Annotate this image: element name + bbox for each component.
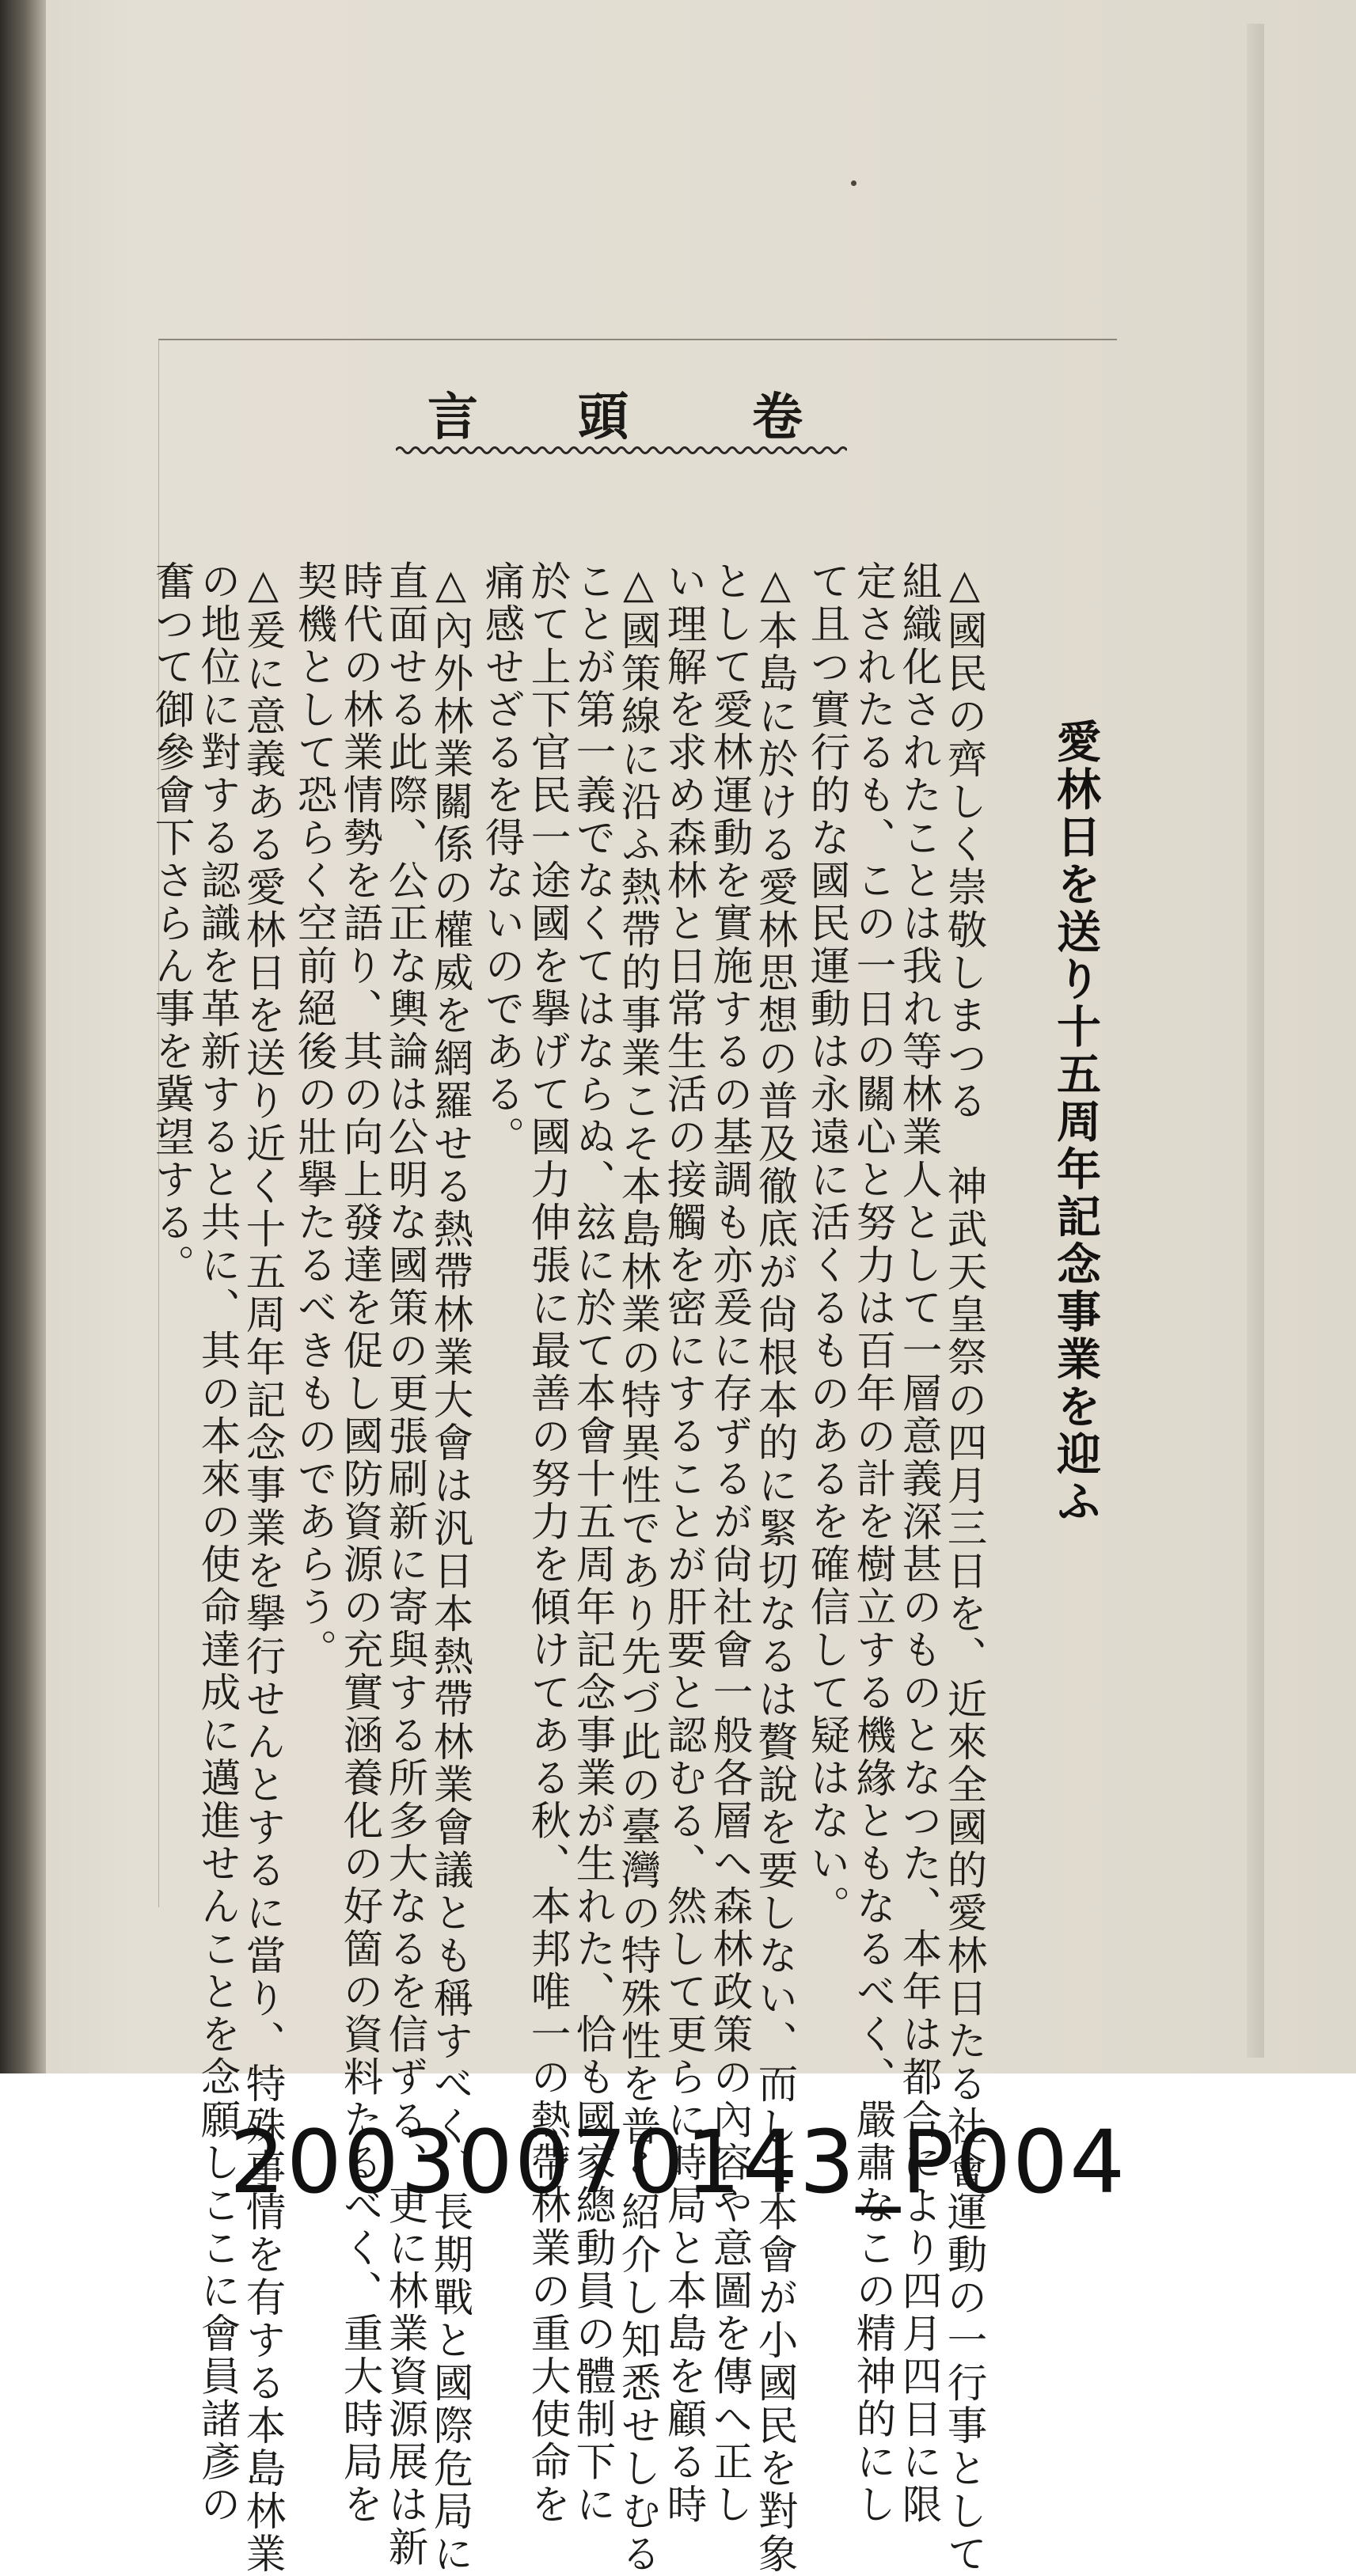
- text-column: 直面せる此際、公正な輿論は公明な國策の更張刷新に寄與する所多大なるを信ずる、更に林業資源展は新: [382, 560, 429, 2569]
- text-column: △國民の齊しく崇敬しまつる 神武天皇祭の四月三日を、近來全國的愛林日たる社會運動の一行事として: [941, 560, 988, 2576]
- page-heading: [404, 386, 847, 451]
- ink-spot: [851, 180, 857, 186]
- text-column: △內外林業關係の權威を網羅せる熱帶林業大會は汎日本熱帶林業會議とも稱すべく、長期戰と國際危局に: [427, 560, 474, 2576]
- text-column: 痛感せざるを得ないのである。: [479, 560, 526, 1159]
- book-gutter: [0, 0, 46, 2073]
- text-column: て且つ實行的な國民運動は永遠に活くるものあるを確信して疑はない。: [804, 560, 851, 1928]
- heading-char-3: 言: [427, 388, 478, 447]
- page-edge: [1247, 24, 1264, 2058]
- text-column: 契機として恐らく空前絕後の壯擧たるべきものであらう。: [291, 560, 338, 1671]
- text-column: の地位に對する認識を革新すると共に、其の本來の使命達成に邁進せんことを念願しここに會員諸彥の: [195, 560, 241, 2526]
- text-column: 時代の林業情勢を語り、其の向上發達を促し國防資源の充實涵養化の好箇の資料たるべく、重大時局を: [337, 560, 384, 2526]
- article-subtitle: 愛林日を送り十五周年記念事業を迎ふ: [1050, 719, 1101, 1526]
- heading-char-2: 頭: [578, 388, 629, 447]
- heading-char-1: 卷: [752, 388, 803, 447]
- heading-wavy-rule: [396, 445, 847, 456]
- text-column: 於て上下官民一途國を擧げて國力伸張に最善の努力を傾けてある秋、本邦唯一の熱帶林業の重大使命を: [525, 560, 572, 2526]
- text-column: として愛林運動を實施するの基調も亦爰に存ずるが尙社會一般各層へ森林政策の內容や意圖を傳へ正し: [707, 560, 754, 2526]
- text-column: △國策線に沿ふ熱帶的事業こそ本島林業の特異性であり先づ此の臺灣の特殊性を普く紹介し知悉せしむる: [615, 560, 662, 2576]
- archive-caption: 20030070143_P004: [229, 2111, 1127, 2213]
- text-column: 奮つて御參會下さらん事を冀望する。: [149, 560, 196, 1287]
- text-column: 定されたるも、この一日の關心と努力は百年の計を樹立する機緣ともなるべく、嚴肅なこの精神的にし: [850, 560, 897, 2526]
- text-column: い理解を求め森林と日常生活の接觸を密にすることが肝要と認むる、然して更らに時局と本島を顧る時: [661, 560, 708, 2526]
- text-column: △爰に意義ある愛林日を送り近く十五周年記念事業を擧行せんとするに當り、特殊事情を有する本島林業: [240, 560, 287, 2576]
- text-column: 組織化されたことは我れ等林業人として一層意義深甚のものとなつた、本年は都合により四月四日に限: [896, 560, 943, 2526]
- text-column: △本島に於ける愛林思想の普及徹底が尙根本的に緊切なるは贅說を要しない、而して本會が小國民を對象: [752, 560, 799, 2576]
- text-column: ことが第一義でなくてはならぬ、玆に於て本會十五周年記念事業が生れた、恰も國家總動員の體制下に: [570, 560, 617, 2526]
